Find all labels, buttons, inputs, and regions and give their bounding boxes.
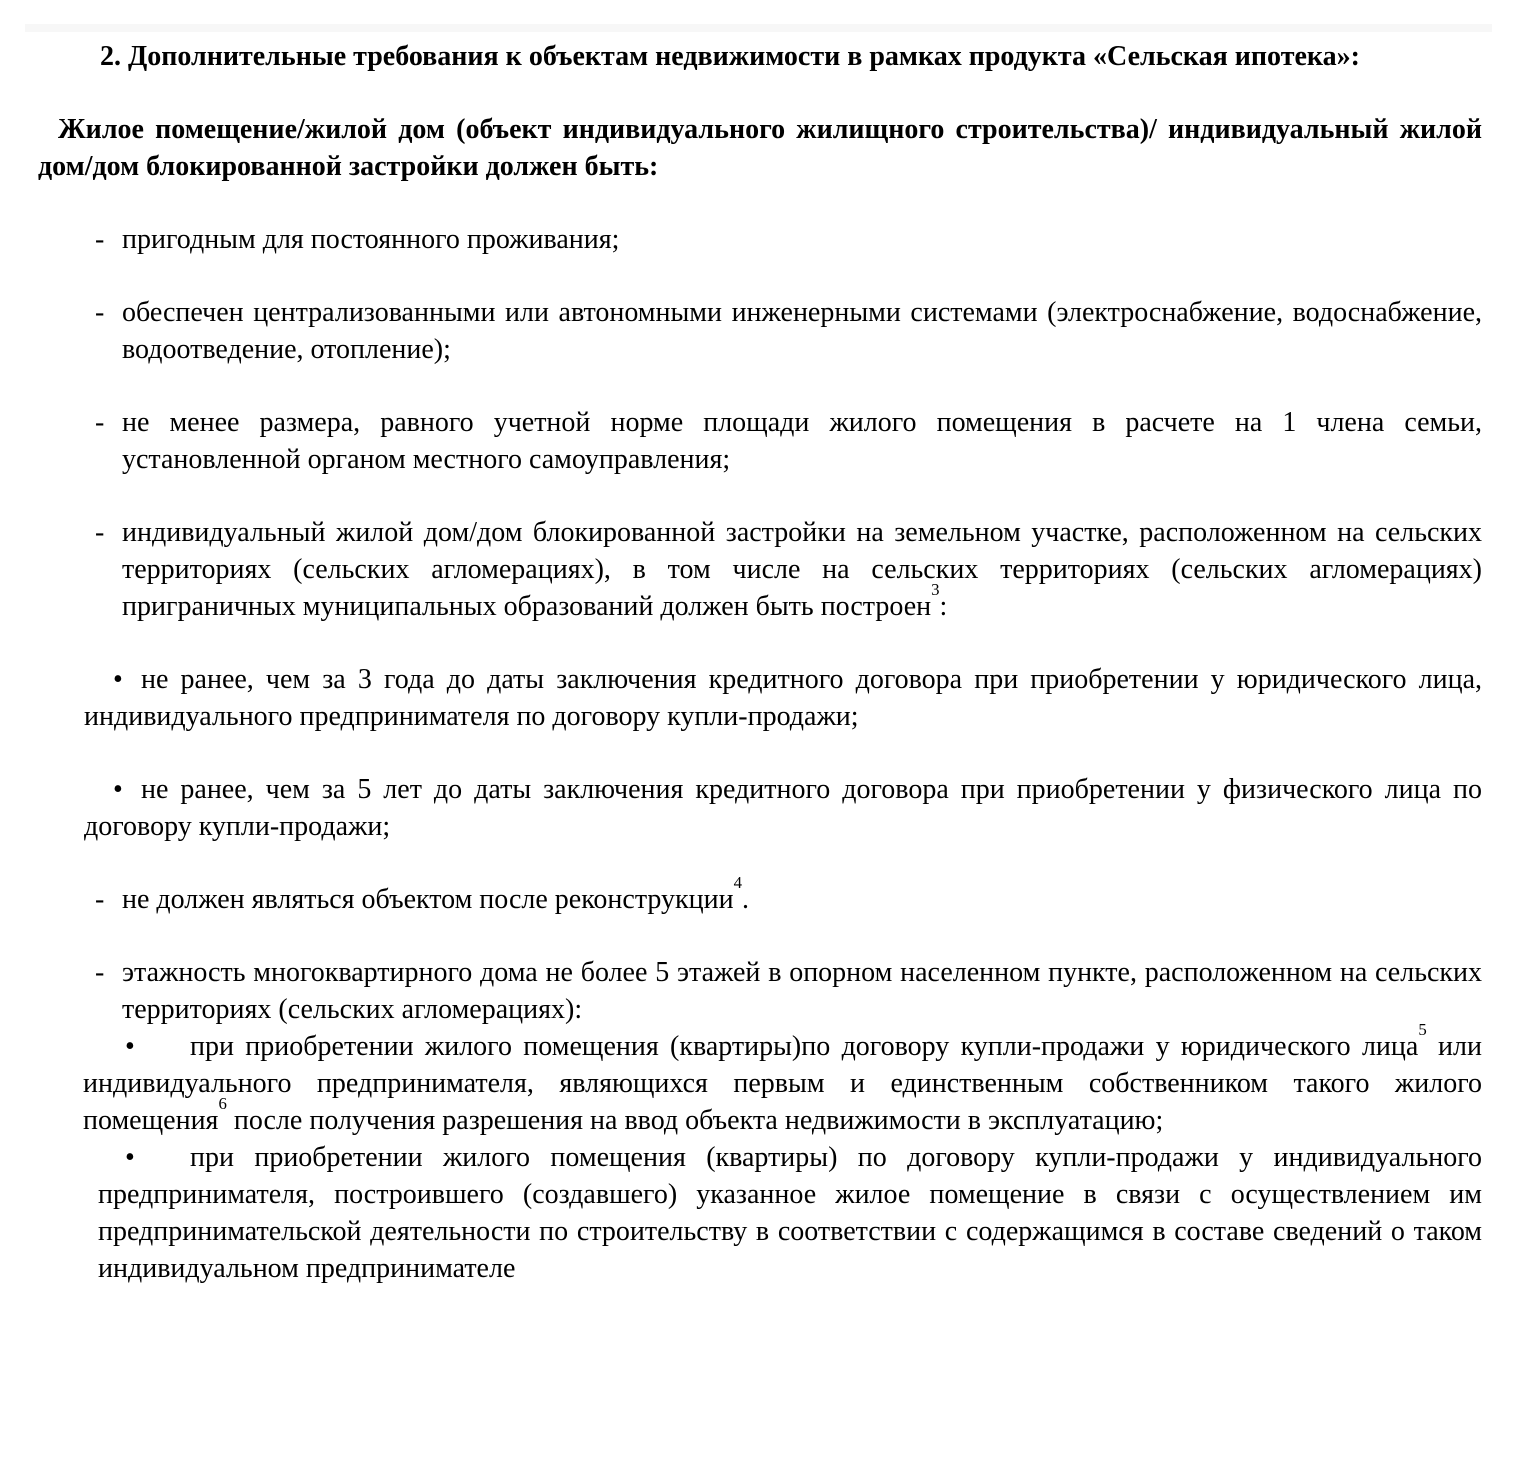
item-text-after-footnote: после получения разрешения на ввод объекта недвижимости в эксплуатацию; (226, 1105, 1164, 1136)
doc-intro (38, 111, 1482, 185)
item-text: пригодным для постоянного проживания; (122, 224, 620, 255)
subitem-purchase-from-legal-entity (38, 1020, 1482, 1139)
item-permanent-residence (38, 221, 1482, 258)
subitem-built-5-years-individual (38, 771, 1482, 845)
dash-marker: - (95, 884, 105, 915)
dash-marker: - (95, 957, 105, 988)
dash-marker: - (95, 407, 105, 438)
item-text: не должен являться объектом после реконструкции (122, 884, 734, 915)
bullet-marker: • (113, 774, 123, 805)
item-max-5-floors (38, 954, 1482, 1028)
doc-heading (38, 38, 1482, 75)
doc-intro-text: Жилое помещение/жилой дом (объект индивидуального жилищного строительства)/ индивидуальный жилой дом/дом блокированной застройки должен быть: (38, 114, 1482, 182)
item-text-after-footnote: . (741, 884, 749, 915)
item-text: обеспечен централизованными или автономными инженерными системами (электроснабжение, водоснабжение, водоотведение, отопление); (122, 297, 1482, 365)
item-text: при приобретении жилого помещения (квартиры) по договору купли-продажи у индивидуального предпринимателя, построившего (создавшего) указанное жилое помещение в связи с осуществлением им предпринимательской деятельности по строительству в соответствии с содержащимся в составе сведений о таком индивидуальном предпринимателе (98, 1142, 1482, 1284)
item-text: этажность многоквартирного дома не более 5 этажей в опорном населенном пункте, расположенном на сельских территориях (сельских агломерациях): (122, 957, 1482, 1025)
dash-marker: - (95, 224, 105, 255)
item-text: не менее размера, равного учетной норме площади жилого помещения в расчете на 1 члена семьи, установленной органом местного самоуправления; (122, 407, 1482, 475)
item-text: индивидуальный жилой дом/дом блокированной застройки на земельном участке, расположенном на сельских территориях (сельских агломерациях), в том числе на сельских территориях (сельских агломерациях) приграничных муниципальных образований должен быть построен (122, 517, 1482, 622)
item-utility-systems (38, 294, 1482, 368)
subitem-purchase-from-entrepreneur (38, 1139, 1482, 1287)
footnote-ref-4: 4 (733, 873, 742, 893)
item-minimum-area (38, 404, 1482, 478)
item-text-after-footnote: : (939, 591, 948, 622)
item-built-on-rural-land (38, 514, 1482, 625)
bullet-marker: • (125, 1031, 135, 1062)
subitem-built-3-years-legal-entity (38, 661, 1482, 735)
footnote-ref-5: 5 (1418, 1020, 1427, 1040)
footnote-ref-6: 6 (218, 1094, 227, 1114)
doc-heading-text: 2. Дополнительные требования к объектам недвижимости в рамках продукта «Сельская ипотека»: (100, 41, 1360, 72)
item-text: не ранее, чем за 3 года до даты заключения кредитного договора при приобретении у юридического лица, индивидуального предпринимателя по договору купли-продажи; (84, 664, 1482, 732)
item-text: при приобретении жилого помещения (квартиры)по договору купли-продажи у юридического лица (190, 1031, 1419, 1062)
item-text: не ранее, чем за 5 лет до даты заключения кредитного договора при приобретении у физического лица по договору купли-продажи; (84, 774, 1482, 842)
dash-marker: - (95, 297, 105, 328)
dash-marker: - (95, 517, 105, 548)
page-top-edge (25, 24, 1492, 32)
item-not-reconstructed (38, 873, 1482, 918)
footnote-ref-3: 3 (931, 580, 940, 600)
bullet-marker: • (113, 664, 123, 695)
bullet-marker: • (125, 1142, 135, 1173)
item-text-mid: или индивидуального предпринимателя, являющихся первым и единственным собственником такого жилого помещения (83, 1031, 1482, 1136)
